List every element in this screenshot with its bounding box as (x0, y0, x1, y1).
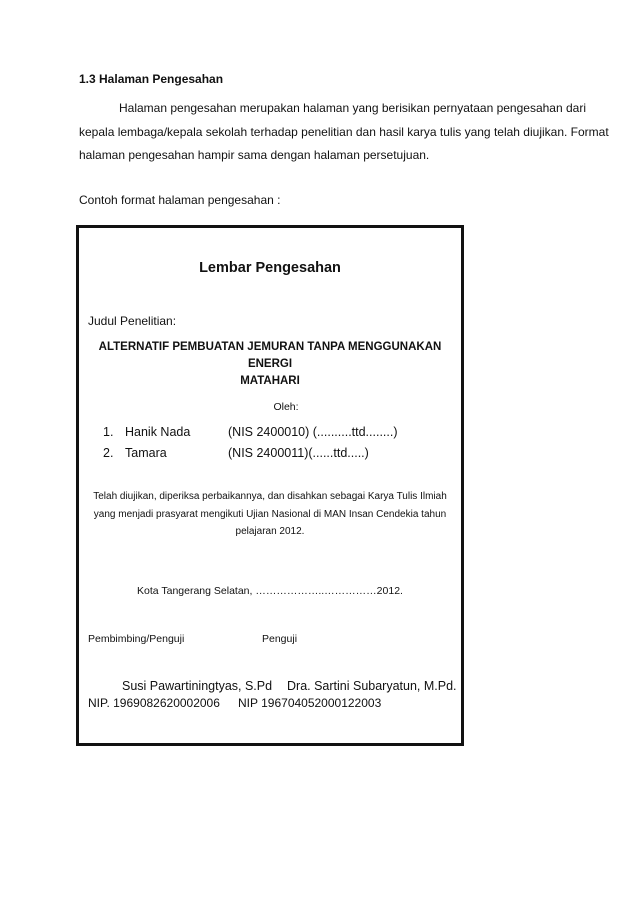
author-name: Hanik Nada (125, 425, 191, 439)
author-number: 1. (103, 425, 114, 439)
supervisor-nip: NIP. 1969082620002006 (88, 696, 220, 710)
examiner-name: Dra. Sartini Subaryatun, M.Pd. (287, 679, 457, 693)
paragraph (79, 97, 609, 168)
section-heading: 1.3 Halaman Pengesahan (79, 72, 224, 86)
author-number: 2. (103, 446, 114, 460)
author-item (103, 446, 369, 460)
by-label: Oleh: (273, 401, 299, 413)
research-title-line-1: ALTERNATIF PEMBUATAN JEMURAN TANPA MENGGUNAKAN ENERGI (98, 341, 442, 370)
statement-line-3: pelajaran 2012. (235, 526, 305, 537)
approval-statement (79, 488, 461, 541)
paragraph-line-1: Halaman pengesahan merupakan halaman yang berisikan pernyataan pengesahan dari (119, 101, 586, 115)
statement-line-1: Telah diujikan, diperiksa perbaikannya, dan disahkan sebagai Karya Tulis Ilmiah (93, 491, 447, 502)
author-name: Tamara (125, 446, 167, 460)
author-detail: (NIS 2400010) (..........ttd........) (228, 425, 398, 439)
author-item (103, 425, 398, 439)
paragraph-line-3: halaman pengesahan hampir sama dengan halaman persetujuan. (79, 148, 430, 162)
form-title: Lembar Pengesahan (199, 260, 341, 276)
approval-form-frame (76, 225, 464, 746)
research-title (79, 339, 461, 390)
example-label: Contoh format halaman pengesahan : (79, 193, 281, 207)
city-date: Kota Tangerang Selatan, ………………..……………2012. (137, 585, 403, 597)
research-title-line-2: MATAHARI (240, 375, 300, 387)
examiner-label: Penguji (262, 633, 298, 645)
supervisor-name: Susi Pawartiningtyas, S.Pd (122, 679, 273, 693)
author-detail: (NIS 2400011)(......ttd.....) (228, 446, 369, 460)
examiner-nip: NIP 196704052000122003 (238, 696, 382, 710)
paragraph-line-2: kepala lembaga/kepala sekolah terhadap penelitian dan hasil karya tulis yang telah diujikan. Format (79, 124, 609, 139)
research-title-label: Judul Penelitian: (88, 314, 177, 328)
supervisor-label: Pembimbing/Penguji (88, 633, 185, 645)
statement-line-2: yang menjadi prasyarat mengikuti Ujian Nasional di MAN Insan Cendekia tahun (93, 508, 447, 520)
